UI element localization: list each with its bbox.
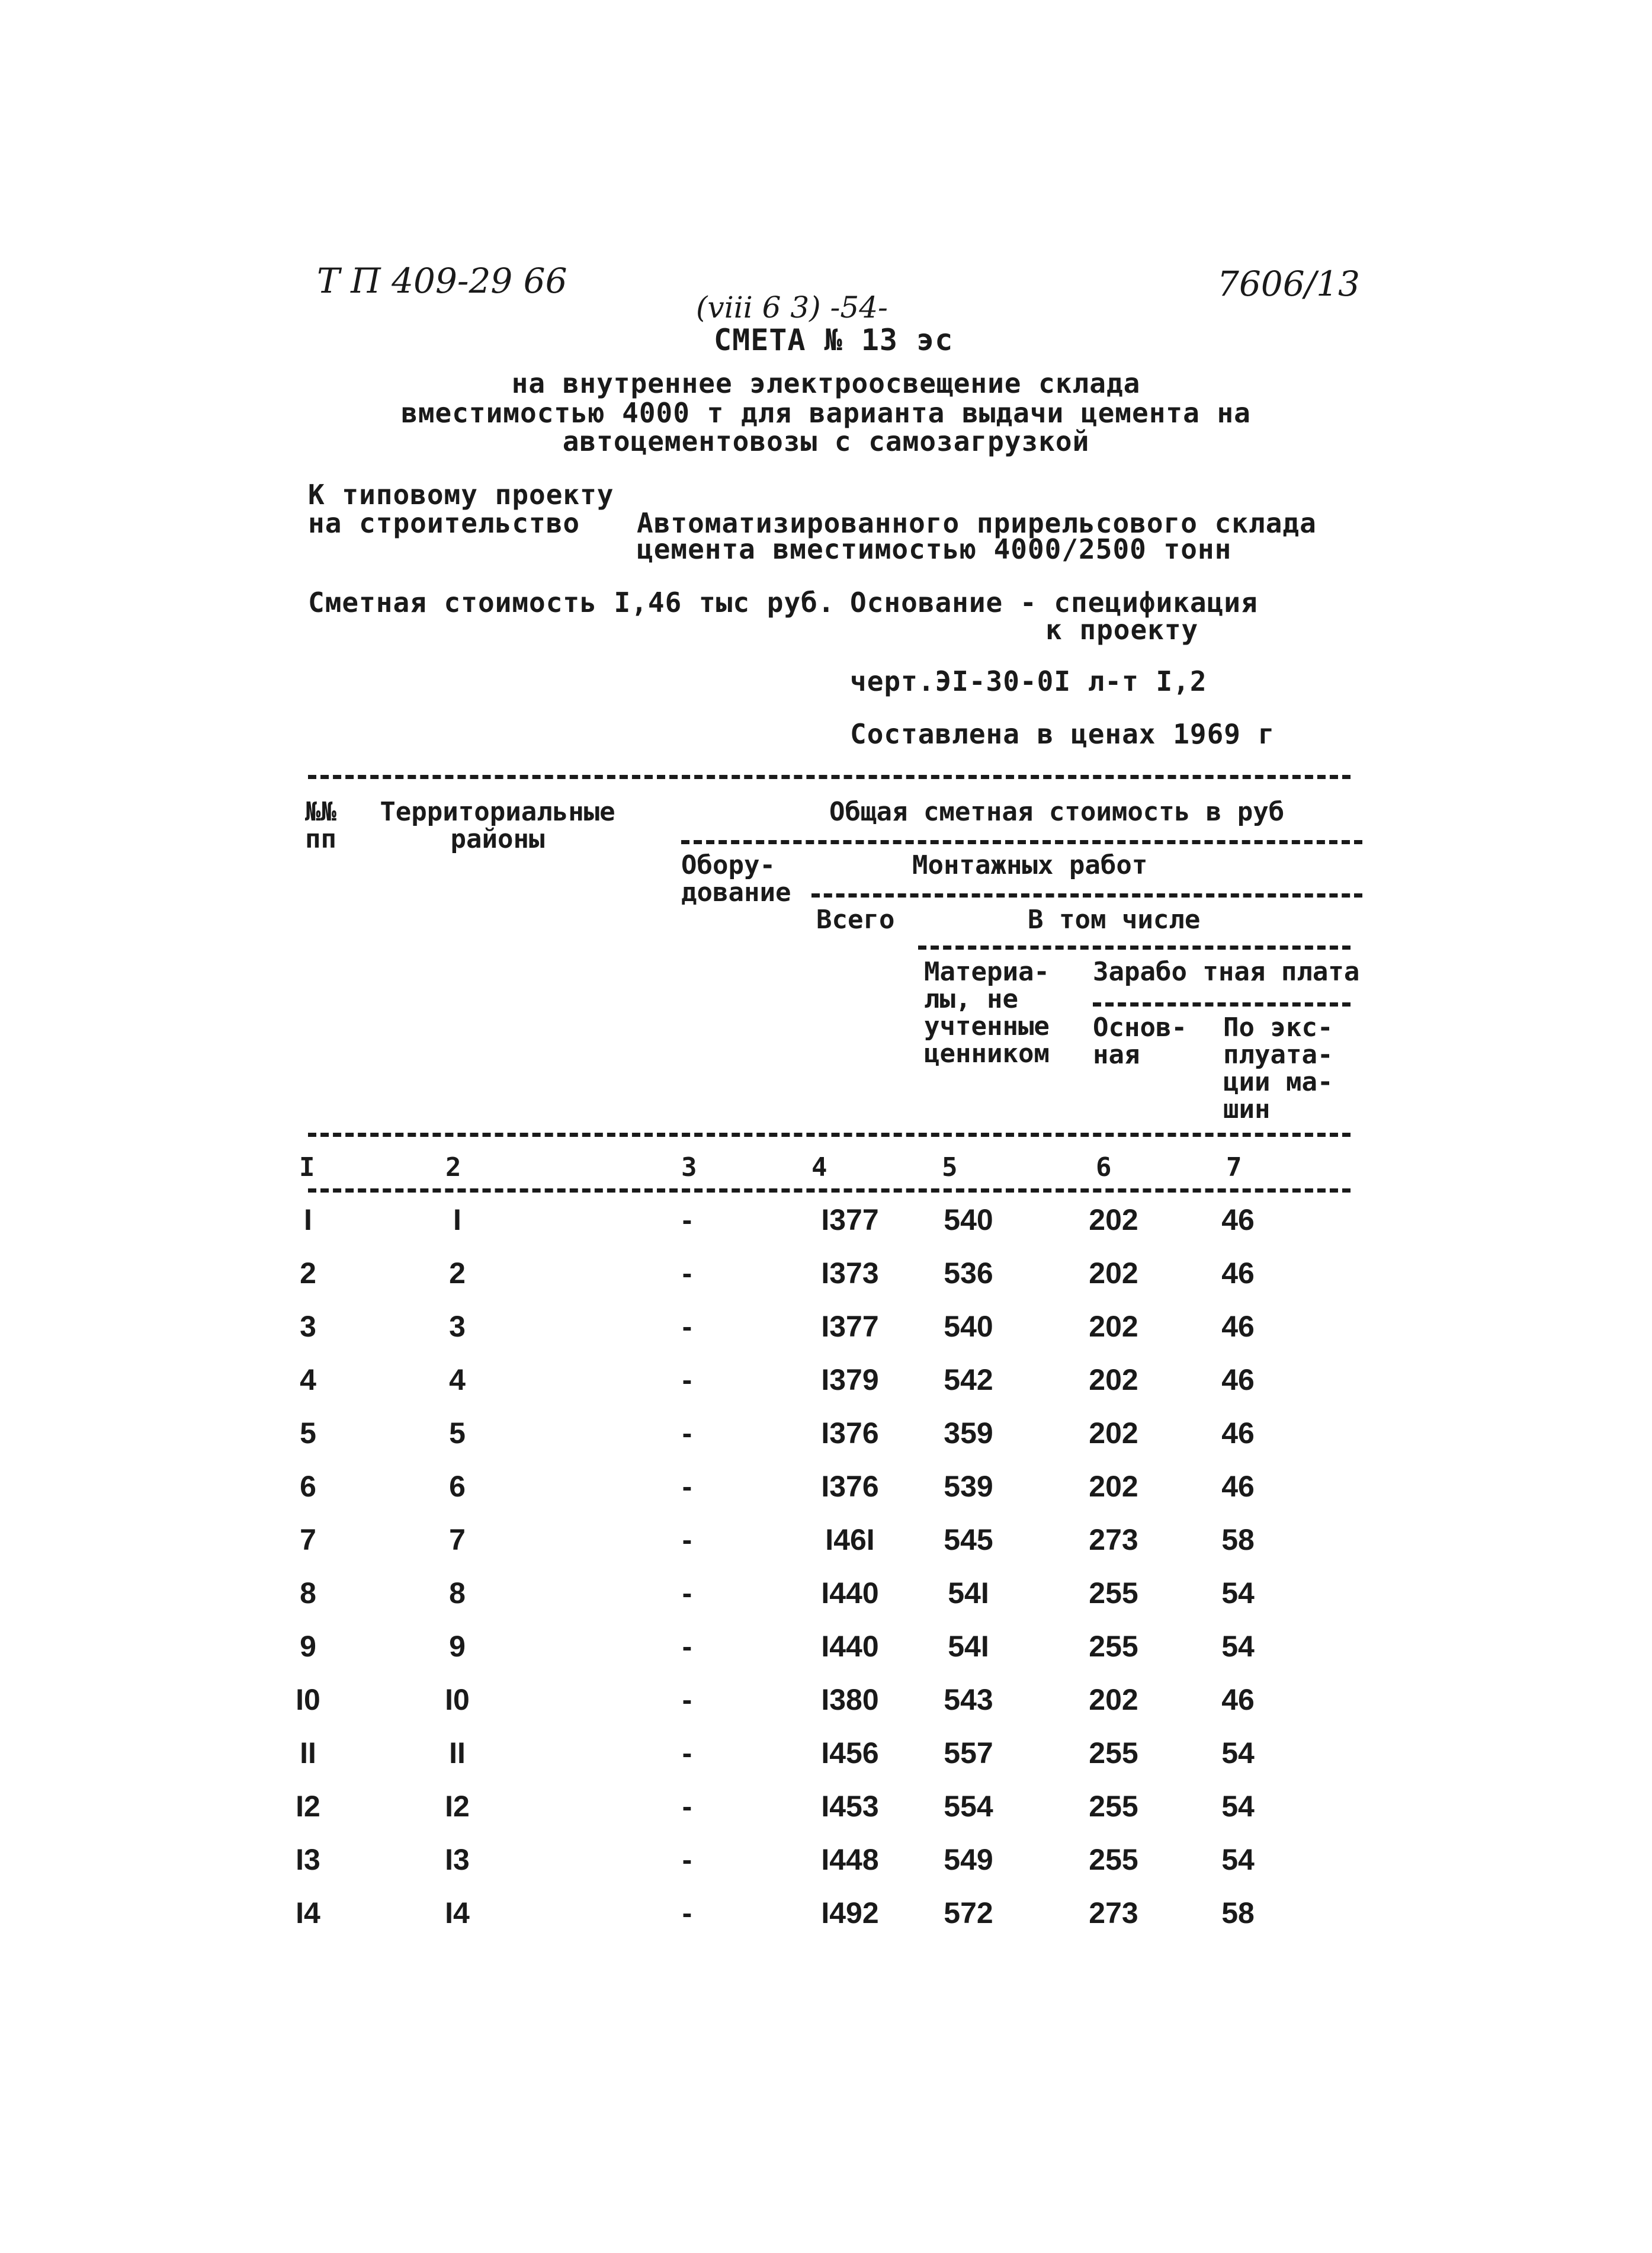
region-number-cell: 9: [449, 1630, 466, 1663]
installation-total-cell: I453: [821, 1790, 879, 1823]
column-number: 2: [445, 1152, 461, 1182]
sheet-reference: 7606/13: [1217, 264, 1360, 304]
installation-total-cell: I376: [821, 1470, 879, 1503]
machine-wage-cell: 54: [1221, 1790, 1255, 1823]
rule-under-including: [918, 946, 1351, 950]
region-number-cell: 4: [449, 1363, 466, 1396]
machine-wage-cell: 54: [1221, 1576, 1255, 1610]
basic-wage-cell: 255: [1089, 1790, 1138, 1823]
materials-cost-cell: 54I: [948, 1576, 989, 1610]
installation-total-cell: I377: [821, 1310, 879, 1343]
project-code: Т П 409-29 66: [317, 261, 567, 301]
title-line-2: вместимостью 4000 т для варианта выдачи цемента на: [401, 397, 1251, 429]
estimated-cost: Сметная стоимость I,46 тыс руб.: [308, 587, 835, 618]
header-basic-wage: Основ- ная: [1093, 1012, 1187, 1070]
rule-under-install: [811, 893, 1362, 898]
basis-line-1: Основание - спецификация: [850, 587, 1258, 618]
row-number-cell: I4: [296, 1896, 320, 1930]
materials-cost-cell: 543: [944, 1683, 993, 1716]
machine-wage-cell: 54: [1221, 1843, 1255, 1876]
rule-under-total: [681, 840, 1362, 844]
column-number: 4: [811, 1152, 827, 1182]
basic-wage-cell: 202: [1089, 1310, 1138, 1343]
basic-wage-cell: 255: [1089, 1576, 1138, 1610]
project-label-line-2: на строительство: [308, 507, 580, 539]
region-number-cell: 7: [449, 1523, 466, 1556]
header-all: Всего: [816, 905, 895, 935]
equipment-cost-cell: -: [682, 1843, 692, 1876]
basic-wage-cell: 202: [1089, 1683, 1138, 1716]
row-number-cell: 6: [300, 1470, 316, 1503]
header-materials: Материа- лы, не учтенные ценником: [924, 957, 1050, 1069]
materials-cost-cell: 549: [944, 1843, 993, 1876]
machine-wage-cell: 46: [1221, 1203, 1255, 1236]
basic-wage-cell: 273: [1089, 1523, 1138, 1556]
installation-total-cell: I46I: [825, 1523, 875, 1556]
equipment-cost-cell: -: [682, 1203, 692, 1236]
region-number-cell: 2: [449, 1257, 466, 1290]
column-number: 7: [1226, 1152, 1242, 1182]
project-label-line-1: К типовому проекту: [308, 479, 614, 511]
installation-total-cell: I448: [821, 1843, 879, 1876]
header-wage: Зарабо тная плата: [1093, 957, 1360, 987]
installation-total-cell: I492: [821, 1896, 879, 1930]
equipment-cost-cell: -: [682, 1257, 692, 1290]
column-number: 5: [942, 1152, 958, 1182]
machine-wage-cell: 46: [1221, 1416, 1255, 1450]
machine-wage-cell: 46: [1221, 1363, 1255, 1396]
basic-wage-cell: 273: [1089, 1896, 1138, 1930]
project-name-line-2: цемента вместимостью 4000/2500 тонн: [637, 533, 1232, 565]
region-number-cell: I0: [445, 1683, 470, 1716]
materials-cost-cell: 557: [944, 1736, 993, 1770]
table-top-rule: [308, 775, 1351, 779]
header-installation: Монтажных работ: [912, 850, 1148, 880]
installation-total-cell: I376: [821, 1416, 879, 1450]
equipment-cost-cell: -: [682, 1790, 692, 1823]
header-total-cost: Общая сметная стоимость в руб: [829, 797, 1285, 827]
region-number-cell: I4: [445, 1896, 470, 1930]
installation-total-cell: I373: [821, 1257, 879, 1290]
header-machine-operation: По экс- плуата- ции ма- шин: [1223, 1012, 1333, 1124]
column-number-rule: [308, 1188, 1351, 1193]
machine-wage-cell: 54: [1221, 1736, 1255, 1770]
machine-wage-cell: 58: [1221, 1896, 1255, 1930]
header-including: В том числе: [1028, 905, 1201, 935]
machine-wage-cell: 54: [1221, 1630, 1255, 1663]
equipment-cost-cell: -: [682, 1683, 692, 1716]
price-basis: Составлена в ценах 1969 г: [850, 718, 1275, 750]
column-number: I: [299, 1152, 315, 1182]
row-number-cell: 3: [300, 1310, 316, 1343]
equipment-cost-cell: -: [682, 1576, 692, 1610]
machine-wage-cell: 46: [1221, 1470, 1255, 1503]
estimate-heading: СМЕТА № 13 эс: [714, 323, 954, 357]
header-equipment: Обору- дование: [681, 850, 791, 908]
machine-wage-cell: 58: [1221, 1523, 1255, 1556]
row-number-cell: II: [300, 1736, 316, 1770]
row-number-cell: I3: [296, 1843, 320, 1876]
basic-wage-cell: 202: [1089, 1203, 1138, 1236]
drawing-reference: черт.ЭI-30-0I л-т I,2: [850, 665, 1207, 697]
basic-wage-cell: 255: [1089, 1736, 1138, 1770]
equipment-cost-cell: -: [682, 1630, 692, 1663]
installation-total-cell: I440: [821, 1576, 879, 1610]
machine-wage-cell: 46: [1221, 1683, 1255, 1716]
rule-under-wage: [1093, 1002, 1351, 1007]
basic-wage-cell: 255: [1089, 1843, 1138, 1876]
materials-cost-cell: 545: [944, 1523, 993, 1556]
row-number-cell: 9: [300, 1630, 316, 1663]
installation-total-cell: I456: [821, 1736, 879, 1770]
equipment-cost-cell: -: [682, 1470, 692, 1503]
title-line-3: автоцементовозы с самозагрузкой: [562, 425, 1090, 457]
header-region: Территориальные районы: [380, 797, 615, 854]
row-number-cell: I0: [296, 1683, 320, 1716]
region-number-cell: 3: [449, 1310, 466, 1343]
row-number-cell: 4: [300, 1363, 316, 1396]
region-number-cell: 6: [449, 1470, 466, 1503]
equipment-cost-cell: -: [682, 1896, 692, 1930]
sheet-number: (ⅷ 6 3) -54-: [696, 290, 888, 325]
title-line-1: на внутреннее электроосвещение склада: [511, 367, 1141, 399]
materials-cost-cell: 359: [944, 1416, 993, 1450]
region-number-cell: II: [449, 1736, 466, 1770]
basic-wage-cell: 255: [1089, 1630, 1138, 1663]
header-bottom-rule: [308, 1133, 1351, 1137]
project-name-line-1: Автоматизированного прирельсового склада: [637, 507, 1317, 539]
materials-cost-cell: 540: [944, 1203, 993, 1236]
basic-wage-cell: 202: [1089, 1470, 1138, 1503]
basic-wage-cell: 202: [1089, 1257, 1138, 1290]
equipment-cost-cell: -: [682, 1310, 692, 1343]
materials-cost-cell: 536: [944, 1257, 993, 1290]
installation-total-cell: I377: [821, 1203, 879, 1236]
row-number-cell: 5: [300, 1416, 316, 1450]
header-number: №№ пп: [305, 797, 336, 854]
row-number-cell: 7: [300, 1523, 316, 1556]
row-number-cell: 2: [300, 1257, 316, 1290]
materials-cost-cell: 54I: [948, 1630, 989, 1663]
region-number-cell: 8: [449, 1576, 466, 1610]
installation-total-cell: I440: [821, 1630, 879, 1663]
region-number-cell: I3: [445, 1843, 470, 1876]
installation-total-cell: I380: [821, 1683, 879, 1716]
region-number-cell: I2: [445, 1790, 470, 1823]
equipment-cost-cell: -: [682, 1523, 692, 1556]
materials-cost-cell: 540: [944, 1310, 993, 1343]
materials-cost-cell: 554: [944, 1790, 993, 1823]
materials-cost-cell: 542: [944, 1363, 993, 1396]
basic-wage-cell: 202: [1089, 1416, 1138, 1450]
row-number-cell: 8: [300, 1576, 316, 1610]
row-number-cell: I2: [296, 1790, 320, 1823]
region-number-cell: I: [453, 1203, 461, 1236]
materials-cost-cell: 539: [944, 1470, 993, 1503]
column-number: 6: [1096, 1152, 1112, 1182]
machine-wage-cell: 46: [1221, 1257, 1255, 1290]
machine-wage-cell: 46: [1221, 1310, 1255, 1343]
column-number: 3: [681, 1152, 697, 1182]
row-number-cell: I: [304, 1203, 312, 1236]
materials-cost-cell: 572: [944, 1896, 993, 1930]
region-number-cell: 5: [449, 1416, 466, 1450]
basis-line-2: к проекту: [1045, 614, 1199, 646]
installation-total-cell: I379: [821, 1363, 879, 1396]
equipment-cost-cell: -: [682, 1736, 692, 1770]
equipment-cost-cell: -: [682, 1363, 692, 1396]
equipment-cost-cell: -: [682, 1416, 692, 1450]
basic-wage-cell: 202: [1089, 1363, 1138, 1396]
